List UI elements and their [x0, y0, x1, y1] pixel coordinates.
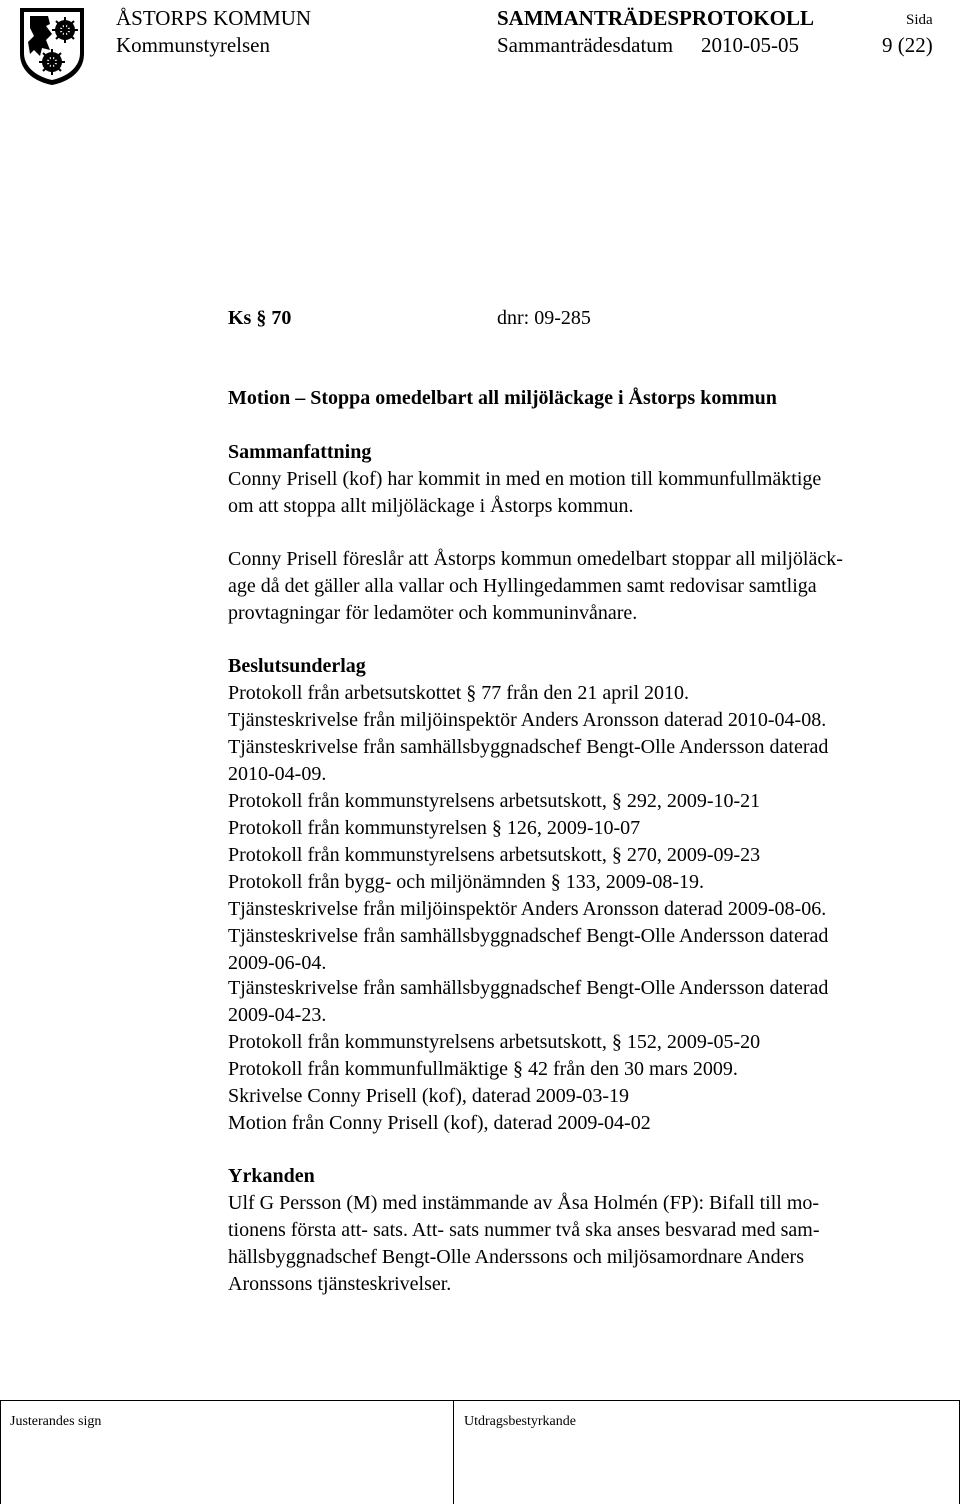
basis-line: Protokoll från kommunstyrelsen § 126, 2009-10-07: [228, 817, 641, 839]
basis-line: Tjänsteskrivelse från miljöinspektör Anders Aronsson daterad 2010-04-08.: [228, 709, 827, 731]
basis-line: Tjänsteskrivelse från samhällsbyggnadschef Bengt-Olle Andersson daterad: [228, 925, 829, 947]
basis-line: Skrivelse Conny Prisell (kof), daterad 2009-03-19: [228, 1085, 630, 1107]
basis-line: Protokoll från bygg- och miljönämnden § 133, 2009-08-19.: [228, 871, 705, 893]
dnr: dnr: 09-285: [497, 307, 591, 329]
case-title: Motion – Stoppa omedelbart all miljöläckage i Åstorps kommun: [228, 387, 777, 409]
utdragsbestyrkande-label: Utdragsbestyrkande: [464, 1414, 576, 1429]
basis-line: Protokoll från kommunfullmäktige § 42 från den 30 mars 2009.: [228, 1058, 738, 1080]
basis-line: Tjänsteskrivelse från samhällsbyggnadschef Bengt-Olle Andersson daterad: [228, 736, 829, 758]
page-label: Sida: [906, 12, 933, 28]
proposals-line: tionens första att- sats. Att- sats nummer två ska anses besvarad med sam-: [228, 1219, 820, 1241]
summary-line: Conny Prisell (kof) har kommit in med en motion till kommunfullmäktige: [228, 468, 822, 490]
page-number: 9 (22): [882, 33, 933, 57]
basis-line: Protokoll från kommunstyrelsens arbetsutskott, § 152, 2009-05-20: [228, 1031, 761, 1053]
meeting-date-label: Sammanträdesdatum: [497, 33, 674, 57]
summary-line: Conny Prisell föreslår att Åstorps kommun omedelbart stoppar all miljöläck-: [228, 548, 843, 570]
proposals-line: hällsbyggnadschef Bengt-Olle Anderssons och miljösamordnare Anders: [228, 1246, 804, 1268]
proposals-line: Aronssons tjänsteskrivelser.: [228, 1273, 452, 1295]
meeting-date: 2010-05-05: [701, 33, 799, 57]
basis-line: 2009-06-04.: [228, 952, 327, 974]
proposals-line: Ulf G Persson (M) med instämmande av Åsa Holmén (FP): Bifall till mo-: [228, 1192, 820, 1214]
summary-line: age då det gäller alla vallar och Hyllingedammen samt redovisar samtliga: [228, 575, 817, 597]
basis-line: Tjänsteskrivelse från miljöinspektör Anders Aronsson daterad 2009-08-06.: [228, 898, 827, 920]
basis-line: Tjänsteskrivelse från samhällsbyggnadschef Bengt-Olle Andersson daterad: [228, 977, 829, 999]
summary-line: provtagningar för ledamöter och kommuninvånare.: [228, 602, 638, 624]
basis-line: 2009-04-23.: [228, 1004, 327, 1026]
organ-name: Kommunstyrelsen: [116, 33, 270, 57]
summary-heading: Sammanfattning: [228, 441, 372, 463]
basis-line: Protokoll från kommunstyrelsens arbetsutskott, § 270, 2009-09-23: [228, 844, 761, 866]
basis-line: Protokoll från kommunstyrelsens arbetsutskott, § 292, 2009-10-21: [228, 790, 761, 812]
sign-box-divider: [0, 1400, 1, 1504]
document-type: SAMMANTRÄDESPROTOKOLL: [497, 6, 814, 30]
proposals-heading: Yrkanden: [228, 1165, 315, 1187]
basis-line: 2010-04-09.: [228, 763, 327, 785]
sign-box-divider: [453, 1400, 454, 1504]
municipality-coat-of-arms-logo: [18, 6, 86, 86]
footer-divider: [0, 1400, 960, 1401]
basis-line: Protokoll från arbetsutskottet § 77 från den 21 april 2010.: [228, 682, 690, 704]
basis-line: Motion från Conny Prisell (kof), daterad 2009-04-02: [228, 1112, 651, 1134]
justerandes-sign-label: Justerandes sign: [10, 1414, 102, 1429]
summary-line: om att stoppa allt miljöläckage i Åstorps kommun.: [228, 495, 634, 517]
basis-heading: Beslutsunderlag: [228, 655, 366, 677]
paragraph-number: Ks § 70: [228, 307, 292, 329]
municipality-name: ÅSTORPS KOMMUN: [116, 6, 312, 30]
